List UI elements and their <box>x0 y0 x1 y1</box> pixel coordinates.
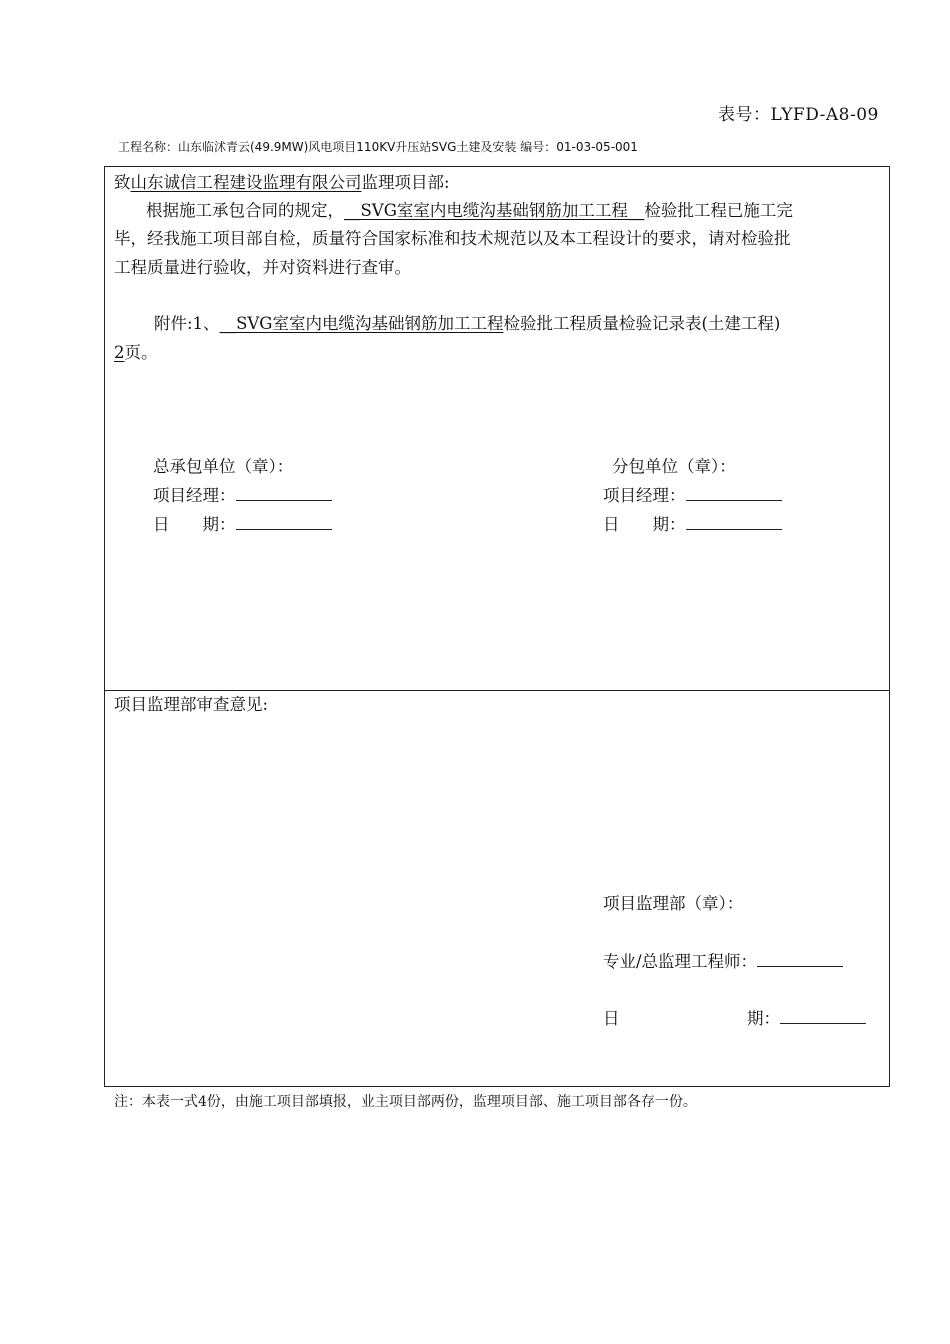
engineer-label: 专业/总监理工程师： <box>603 952 758 971</box>
p1-text-a: 根据施工承包合同的规定， <box>146 201 344 220</box>
attachment-line <box>154 310 780 334</box>
review-date-line <box>780 1009 866 1024</box>
supervision-company: 山东诚信工程建设监理有限公司 <box>130 173 362 192</box>
right-date-line <box>686 515 782 530</box>
review-date-label: 期： <box>747 1009 780 1028</box>
right-manager-label: 项目经理： <box>603 486 686 505</box>
to-suffix: 监理项目部: <box>361 173 450 192</box>
right-manager-row <box>603 482 782 506</box>
paragraph-line-2: 毕，经我施工项目部自检，质量符合国家标准和技术规范以及本工程设计的要求，请对检验批 <box>114 229 791 248</box>
general-contractor-seal: 总承包单位（章）： <box>153 457 294 476</box>
engineer-row <box>603 948 843 972</box>
inspection-item: __SVG室室内电缆沟基础钢筋加工工程__ <box>344 201 645 220</box>
attachment-pages <box>114 339 158 363</box>
left-manager-row <box>153 482 332 506</box>
right-manager-signature-line <box>686 486 782 501</box>
right-date-label: 日 期： <box>603 515 686 534</box>
addressee-line <box>114 169 450 193</box>
pages-suffix: 页。 <box>124 343 158 362</box>
supervision-seal: 项目监理部（章）： <box>603 894 744 913</box>
submission-section <box>104 166 890 691</box>
subcontractor-seal: 分包单位（章）： <box>612 457 736 476</box>
footer-note: 注：本表一式4份，由施工项目部填报，业主项目部两份，监理项目部、施工项目部各存一份。 <box>114 1094 697 1110</box>
left-manager-label: 项目经理： <box>153 486 236 505</box>
left-date-row <box>153 511 332 535</box>
review-date-day: 日 <box>603 1009 620 1028</box>
attachment-suffix: 检验批工程质量检验记录表(土建工程) <box>503 314 781 333</box>
right-date-row <box>603 511 782 535</box>
paragraph-line-1 <box>146 197 793 221</box>
to-prefix: 致 <box>114 173 131 192</box>
left-date-label: 日 期： <box>153 515 236 534</box>
review-section <box>104 690 890 1087</box>
attachment-prefix: 附件:1、 <box>154 314 220 333</box>
project-info-line: 工程名称：山东临沭青云(49.9MW)风电项目110KV升压站SVG土建及安装 编号：01-03-05-001 <box>118 140 638 154</box>
attachment-item: __SVG室室内电缆沟基础钢筋加工工程 <box>219 314 504 333</box>
left-date-line <box>236 515 332 530</box>
form-number: 表号：LYFD-A8-09 <box>718 105 879 125</box>
p1-text-b: 检验批工程已施工完 <box>644 201 793 220</box>
engineer-signature-line <box>757 952 843 967</box>
review-date-row <box>747 1005 866 1029</box>
review-title: 项目监理部审查意见: <box>114 695 269 714</box>
pages-count: 2 <box>114 343 125 362</box>
paragraph-line-3: 工程质量进行验收，并对资料进行查审。 <box>114 258 411 277</box>
left-manager-signature-line <box>236 486 332 501</box>
